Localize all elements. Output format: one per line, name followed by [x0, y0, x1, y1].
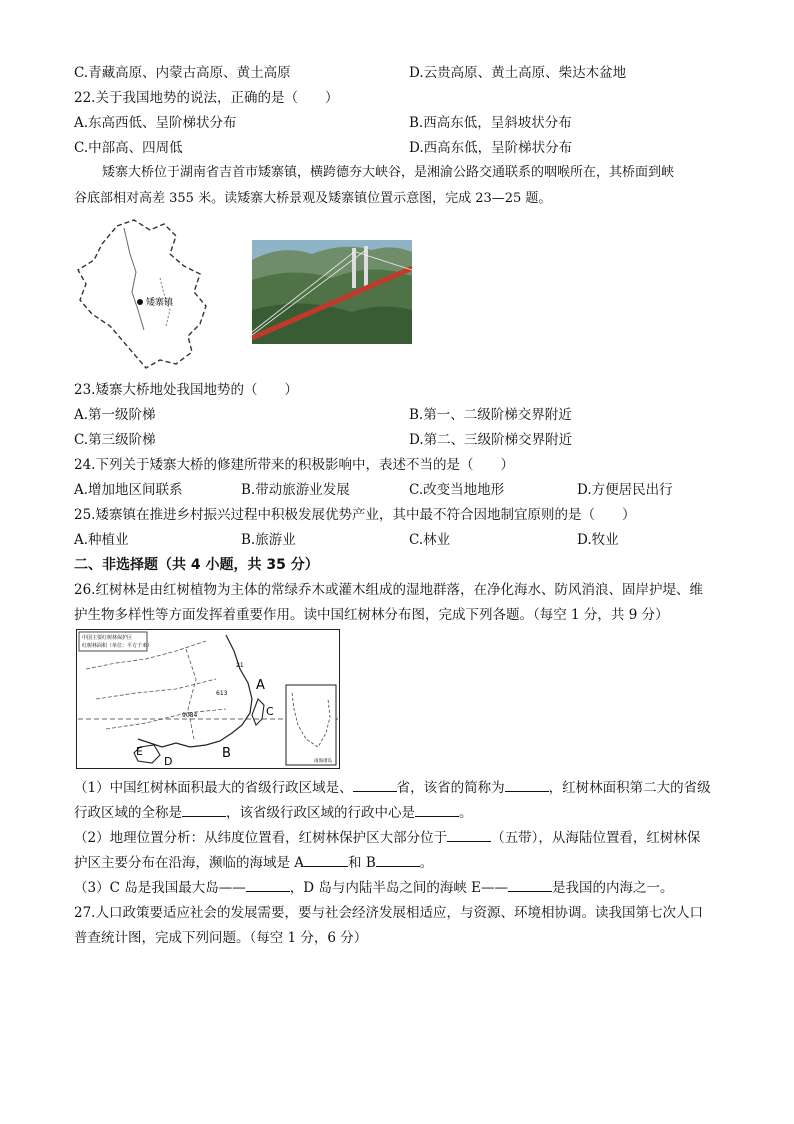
- q26-part-1-line-1: [74, 779, 711, 797]
- q23-option-c: C.第三级阶梯: [74, 432, 156, 448]
- map-value-2: 613: [216, 690, 228, 697]
- town-label: 矮寨镇: [146, 298, 174, 308]
- section-2-heading: 二、非选择题（共 4 小题，共 35 分）: [74, 557, 319, 573]
- q23-option-b: B.第一、二级阶梯交界附近: [409, 407, 572, 423]
- q22-option-d: D.西高东低，呈阶梯状分布: [409, 140, 573, 156]
- q26-part-1-line-2: [74, 804, 473, 822]
- answer-blank[interactable]: [415, 804, 459, 817]
- q24-stem: 24.下列关于矮寨大桥的修建所带来的积极影响中，表述不当的是（ ）: [74, 457, 514, 473]
- map-value-3: 9084: [182, 712, 198, 719]
- q25-option-c: C.林业: [409, 532, 451, 548]
- aizhai-location-map: [72, 214, 212, 372]
- q26-intro-line-2: 护生物多样性等方面发挥着重要作用。读中国红树林分布图，完成下列各题。（每空 1 分，共 9 分）: [74, 607, 669, 623]
- map-label-c: C: [266, 705, 274, 718]
- q21-option-d: D.云贵高原、黄土高原、柴达木盆地: [409, 65, 627, 81]
- q22-option-b: B.西高东低，呈斜坡状分布: [409, 115, 572, 131]
- answer-blank[interactable]: [447, 829, 491, 842]
- q26-part-2-line-1: [74, 829, 700, 847]
- answer-blank[interactable]: [182, 804, 226, 817]
- aizhai-bridge-photo: [252, 240, 412, 344]
- q26-intro-line-1: 26.红树林是由红树植物为主体的常绿乔木或灌木组成的湿地群落，在净化海水、防风消浪、固岸护堤、维: [74, 582, 703, 598]
- q24-option-c: C.改变当地地形: [409, 482, 505, 498]
- q24-option-a: A.增加地区间联系: [74, 482, 183, 498]
- q26-p3-text-a: （3）C 岛是我国最大岛——: [74, 880, 246, 896]
- q26-p2-text-c: 护区主要分布在沿海，濒临的海域是 A: [74, 855, 305, 871]
- q22-option-c: C.中部高、四周低: [74, 140, 183, 156]
- q25-option-a: A.种植业: [74, 532, 129, 548]
- answer-blank[interactable]: [505, 779, 549, 792]
- map-value-1: 21: [236, 662, 244, 669]
- q26-part-3: [74, 879, 673, 897]
- region-border: [78, 220, 206, 368]
- q26-part-2-line-2: [74, 854, 433, 872]
- answer-blank[interactable]: [246, 879, 290, 892]
- answer-blank[interactable]: [353, 779, 397, 792]
- q25-option-d: D.牧业: [577, 532, 619, 548]
- q26-p1-text-f: 。: [459, 805, 473, 821]
- map-label-a: A: [256, 678, 265, 693]
- q22-stem: 22.关于我国地势的说法，正确的是（ ）: [74, 90, 339, 106]
- q23-option-d: D.第二、三级阶梯交界附近: [409, 432, 573, 448]
- q26-p1-text-a: （1）中国红树林面积最大的省级行政区域是、: [74, 780, 353, 796]
- legend-line-2: 红树林面积（单位：平方千米）: [82, 643, 153, 649]
- map-label-d: D: [164, 755, 173, 768]
- inset-label: 南海诸岛: [314, 759, 332, 764]
- map-label-e: E: [136, 745, 143, 758]
- q26-p3-text-b: ，D 岛与内陆半岛之间的海峡 E——: [289, 880, 508, 896]
- town-marker-icon: [137, 299, 143, 305]
- q21-option-c: C.青藏高原、内蒙古高原、黄土高原: [74, 65, 291, 81]
- passage-line-2: 谷底部相对高差 355 米。读矮寨大桥景观及矮寨镇位置示意图，完成 23—25 题。: [74, 191, 552, 206]
- q26-p1-text-d: 行政区域的全称是: [74, 805, 182, 821]
- q23-option-a: A.第一级阶梯: [74, 407, 156, 423]
- q27-line-1: 27.人口政策要适应社会的发展需要，要与社会经济发展相适应，与资源、环境相协调。读我国第七次人口: [74, 905, 703, 921]
- q26-p3-text-c: 是我国的内海之一。: [551, 880, 674, 896]
- road-line: [124, 228, 144, 330]
- q26-p1-text-c: ，红树林面积第二大的省级: [548, 780, 711, 796]
- q26-p2-text-a: （2）地理位置分析：从纬度位置看，红树林保护区大部分位于: [74, 830, 448, 846]
- q25-stem: 25.矮寨镇在推进乡村振兴过程中积极发展优势产业，其中最不符合因地制宜原则的是（ ）: [74, 507, 636, 523]
- q23-stem: 23.矮寨大桥地处我国地势的（ ）: [74, 382, 298, 398]
- map-label-b: B: [222, 746, 231, 761]
- answer-blank[interactable]: [304, 854, 348, 867]
- q26-p1-text-b: 省，该省的简称为: [396, 780, 505, 796]
- q24-option-d: D.方便居民出行: [577, 482, 673, 498]
- answer-blank[interactable]: [376, 854, 420, 867]
- q25-option-b: B.旅游业: [241, 532, 296, 548]
- passage-line-1: 矮寨大桥位于湖南省吉首市矮寨镇，横跨德夯大峡谷，是湘渝公路交通联系的咽喉所在，其桥面到峡: [102, 165, 675, 180]
- mangrove-distribution-map: [76, 629, 340, 769]
- answer-blank[interactable]: [508, 879, 552, 892]
- q22-option-a: A.东高西低、呈阶梯状分布: [74, 115, 237, 131]
- q26-p1-text-e: ，该省级行政区域的行政中心是: [226, 805, 415, 821]
- q26-p2-text-b: （五带），从海陆位置看，红树林保: [491, 830, 701, 846]
- q26-p2-text-e: 。: [419, 855, 434, 871]
- south-china-sea-inset: [286, 685, 336, 765]
- q26-p2-text-d: 和 B: [348, 855, 376, 871]
- q27-line-2: 普查统计图，完成下列问题。（每空 1 分，6 分）: [74, 930, 368, 946]
- legend-line-1: 中国主要红树林保护区: [82, 635, 133, 641]
- q24-option-b: B.带动旅游业发展: [241, 482, 350, 498]
